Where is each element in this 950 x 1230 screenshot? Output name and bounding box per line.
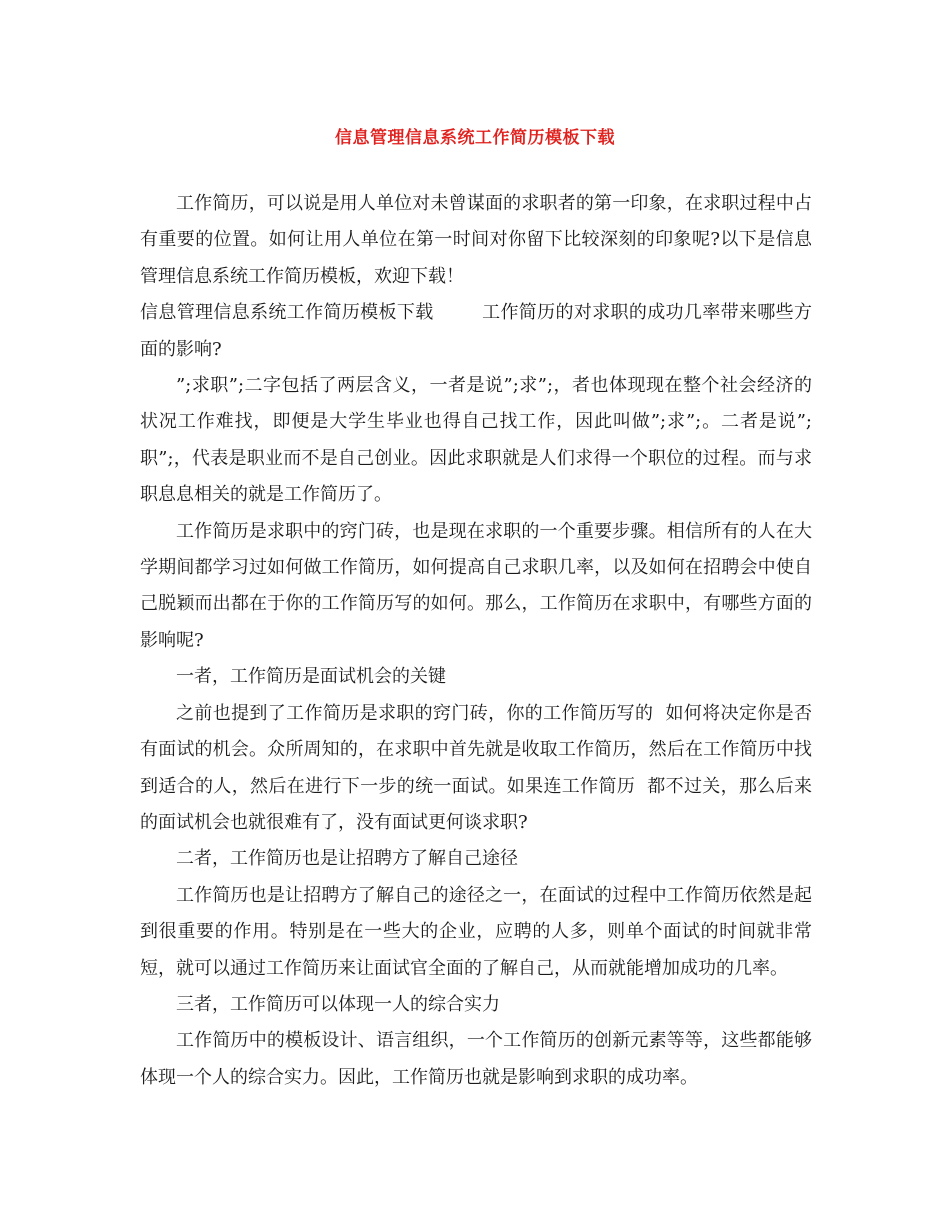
paragraph-first-point: 之前也提到了工作简历是求职的窍门砖，你的工作简历写的 如何将决定你是否有面试的机会。众所周知的，在求职中首先就是收取工作简历，然后在工作简历中找到适合的人，然后在进行下一步的统一面试。如果连工作简历 都不过关，那么后来的面试机会也就很难有了，没有面试更何谈求职? xyxy=(140,702,812,833)
document-body xyxy=(140,186,812,1096)
paragraph-resume-importance: 工作简历是求职中的窍门砖，也是现在求职的一个重要步骤。相信所有的人在大学期间都学习过如何做工作简历，如何提高自己求职几率，以及如何在招聘会中使自己脱颖而出都在于你的工作简历写的如何。那么，工作简历在求职中，有哪些方面的影响呢? xyxy=(140,520,812,651)
section-heading-third: 三者，工作简历可以体现一人的综合实力 xyxy=(176,993,500,1015)
paragraph-title-question: 信息管理信息系统工作简历模板下载 工作简历的对求职的成功几率带来哪些方面的影响? xyxy=(140,302,812,360)
section-heading-first: 一者，工作简历是面试机会的关键 xyxy=(176,666,446,688)
paragraph-third-point: 工作简历中的模板设计、语言组织，一个工作简历的创新元素等等，这些都能够体现一个人的综合实力。因此，工作简历也就是影响到求职的成功率。 xyxy=(140,1030,812,1088)
section-heading-second: 二者，工作简历也是让招聘方了解自己途径 xyxy=(176,848,518,870)
paragraph-intro: 工作简历，可以说是用人单位对未曾谋面的求职者的第一印象，在求职过程中占有重要的位置。如何让用人单位在第一时间对你留下比较深刻的印象呢?以下是信息管理信息系统工作简历模板，欢迎下载！ xyxy=(140,193,812,287)
paragraph-meaning-of-job-seeking: ”;求职”;二字包括了两层含义，一者是说”;求”;，者也体现现在整个社会经济的状况工作难找，即便是大学生毕业也得自己找工作，因此叫做”;求”;。二者是说”;职”;，代表是职业而不是自己创业。因此求职就是人们求得一个职位的过程。而与求职息息相关的就是工作简历了。 xyxy=(140,375,812,506)
document-title: 信息管理信息系统工作简历模板下载 xyxy=(335,128,615,148)
paragraph-second-point: 工作简历也是让招聘方了解自己的途径之一，在面试的过程中工作简历依然是起到很重要的作用。特别是在一些大的企业，应聘的人多，则单个面试的时间就非常短，就可以通过工作简历来让面试官全面的了解自己，从而就能增加成功的几率。 xyxy=(140,884,812,979)
